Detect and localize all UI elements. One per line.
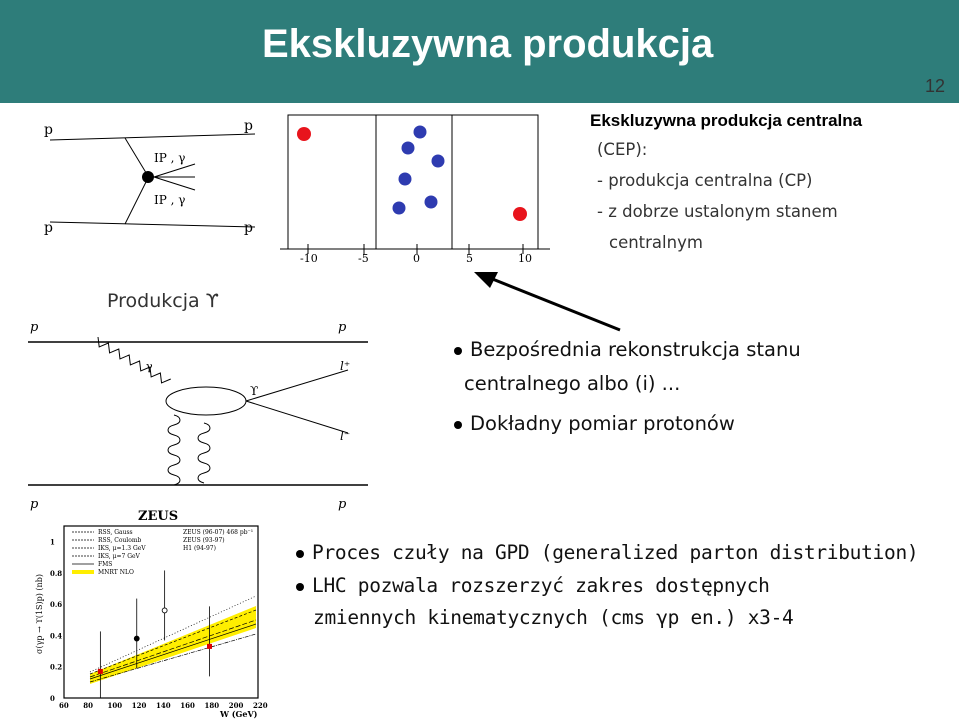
- particle-dot: [432, 155, 445, 168]
- x-tick-label: 220: [253, 701, 268, 710]
- data-point: [134, 636, 139, 641]
- x-tick-label: 180: [204, 701, 220, 710]
- rapidity-tick: 5: [466, 252, 473, 265]
- data-point: [98, 669, 103, 674]
- bullet-dot: [296, 583, 304, 591]
- proton-dot: [513, 207, 527, 221]
- y-tick-label: 0.8: [50, 568, 63, 578]
- legend-entry: RSS, Gauss: [98, 529, 133, 536]
- data-point: [162, 608, 167, 613]
- legend-entry: H1 (94-97): [183, 545, 216, 552]
- p-label: p: [338, 497, 347, 512]
- x-tick-label: 140: [156, 701, 171, 710]
- particle-dot: [425, 196, 438, 209]
- cep-line: (CEP):: [597, 140, 648, 159]
- gamma-label: γ: [146, 360, 153, 373]
- x-tick-label: 60: [59, 701, 69, 710]
- upsilon-label: Produkcja ϒ: [107, 290, 219, 312]
- slide-number: 12: [924, 76, 945, 96]
- rapidity-tick: 10: [518, 252, 532, 265]
- p-label: p: [30, 497, 39, 512]
- legend-entry: IKS, μ=1.3 GeV: [98, 545, 146, 552]
- y-tick-label: 1: [50, 537, 55, 547]
- upsilon-feynman-diagram: [28, 315, 368, 515]
- x-tick-label: 100: [107, 701, 123, 710]
- x-axis-label: W (GeV): [220, 709, 258, 719]
- bullet-dot: [454, 347, 462, 355]
- particle-dot: [393, 202, 406, 215]
- p-label: p: [44, 220, 53, 236]
- rapidity-plot: [280, 110, 550, 270]
- bullet-continuation: centralnego albo (i) ...: [464, 372, 681, 395]
- bullet-continuation: zmiennych kinematycznych (cms γp en.) x3-4: [313, 606, 794, 629]
- bullet-item: Bezpośrednia rekonstrukcja stanu: [454, 338, 801, 361]
- legend-entry: ZEUS (96-07) 468 pb⁻¹: [183, 529, 254, 536]
- lepton-plus: l⁺: [340, 359, 351, 373]
- x-tick-label: 160: [180, 701, 195, 710]
- legend-entry: IKS, μ=7 GeV: [98, 553, 140, 560]
- y-tick-label: 0: [50, 694, 55, 703]
- mnrt-band: [90, 606, 256, 684]
- p-label: p: [338, 320, 347, 335]
- bullet-item: LHC pozwala rozszerzyć zakres dostępnych: [296, 574, 770, 597]
- legend-entry: RSS, Coulomb: [98, 537, 142, 544]
- p-label: p: [244, 118, 253, 134]
- cep-feynman-diagram: [30, 112, 270, 242]
- slide-title: Ekskluzywna produkcja: [262, 22, 714, 66]
- rapidity-tick: 0: [413, 252, 420, 265]
- y-tick-label: 0.2: [50, 662, 63, 672]
- x-tick-label: 200: [228, 701, 244, 710]
- y-tick-label: 0.6: [50, 600, 63, 610]
- particle-dot: [399, 173, 412, 186]
- pomeron-label: IP , γ: [154, 193, 186, 207]
- particle-dot: [414, 126, 427, 139]
- proton-dot: [297, 127, 311, 141]
- y-tick-label: 0.4: [50, 631, 63, 641]
- bullet-item: Proces czuły na GPD (generalized parton distribution): [296, 541, 918, 564]
- x-tick-label: 120: [131, 701, 147, 710]
- cep-line: - z dobrze ustalonym stanem: [597, 202, 838, 221]
- particle-dot: [402, 142, 415, 155]
- cep-line: - produkcja centralna (CP): [597, 171, 813, 190]
- zeus-cross-section-plot: [30, 524, 270, 719]
- bullet-item: Dokładny pomiar protonów: [454, 412, 735, 435]
- legend-entry: MNRT NLO: [98, 569, 134, 576]
- rapidity-tick: -10: [300, 252, 318, 265]
- legend-entry: ZEUS (93-97): [183, 537, 225, 544]
- pomeron-label: IP , γ: [154, 151, 186, 165]
- cep-line: centralnym: [609, 233, 703, 252]
- p-label: p: [244, 220, 253, 236]
- p-label: p: [30, 320, 39, 335]
- zeus-label: ZEUS: [138, 509, 179, 524]
- lepton-minus: l⁻: [340, 429, 351, 443]
- arrow-icon: [470, 268, 630, 338]
- data-point: [207, 644, 212, 649]
- rapidity-tick: -5: [358, 252, 369, 265]
- bullet-dot: [454, 421, 462, 429]
- y-axis-label: σ(γp → ϒ(1S)p) (nb): [35, 574, 44, 654]
- x-tick-label: 80: [83, 701, 93, 710]
- legend-entry: FMS: [98, 561, 113, 568]
- p-label: p: [44, 122, 53, 138]
- upsilon-symbol: ϒ: [250, 384, 259, 398]
- cep-title: Ekskluzywna produkcja centralna: [590, 111, 863, 130]
- bullet-dot: [296, 550, 304, 558]
